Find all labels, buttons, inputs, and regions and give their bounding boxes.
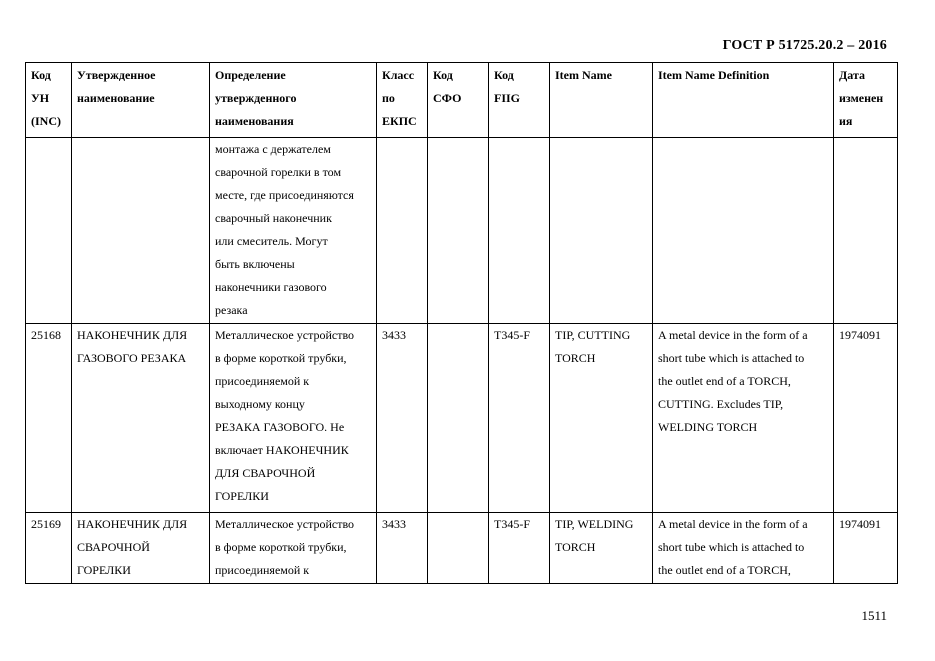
- cell-sfo-code: [428, 138, 489, 324]
- cell-inc: 25168: [26, 324, 72, 513]
- cell-fiig-code: T345-F: [489, 324, 550, 513]
- header-ekps-class: Класс по ЕКПС: [377, 63, 428, 138]
- cell-inc: 25169: [26, 513, 72, 584]
- table-header-row: [26, 63, 898, 138]
- cell-item-name: TIP, CUTTING TORCH: [550, 324, 653, 513]
- table-row: [26, 324, 898, 513]
- header-item-name-definition: Item Name Definition: [653, 63, 834, 138]
- header-inc: Код УН (INC): [26, 63, 72, 138]
- cell-definition: Металлическое устройство в форме короткой трубки, присоединяемой к: [210, 513, 377, 584]
- classification-table: [25, 62, 898, 584]
- cell-inc: [26, 138, 72, 324]
- cell-change-date: 1974091: [834, 324, 898, 513]
- cell-fiig-code: [489, 138, 550, 324]
- cell-ekps-class: [377, 138, 428, 324]
- cell-approved-name: [72, 138, 210, 324]
- cell-sfo-code: [428, 513, 489, 584]
- cell-ekps-class: 3433: [377, 513, 428, 584]
- cell-item-name: TIP, WELDING TORCH: [550, 513, 653, 584]
- cell-fiig-code: T345-F: [489, 513, 550, 584]
- cell-change-date: 1974091: [834, 513, 898, 584]
- cell-approved-name: НАКОНЕЧНИК ДЛЯ ГАЗОВОГО РЕЗАКА: [72, 324, 210, 513]
- header-definition: Определение утвержденного наименования: [210, 63, 377, 138]
- cell-sfo-code: [428, 324, 489, 513]
- cell-item-name-definition: [653, 138, 834, 324]
- cell-definition: Металлическое устройство в форме короткой трубки, присоединяемой к выходному концу РЕЗАКА ГАЗОВОГО. Не включает НАКОНЕЧНИК ДЛЯ СВАРОЧНОЙ ГОРЕЛКИ: [210, 324, 377, 513]
- table-row: [26, 513, 898, 584]
- cell-item-name-definition: A metal device in the form of a short tube which is attached to the outlet end of a TORCH, CUTTING. Excludes TIP, WELDING TORCH: [653, 324, 834, 513]
- header-item-name: Item Name: [550, 63, 653, 138]
- cell-item-name-definition: A metal device in the form of a short tube which is attached to the outlet end of a TORCH,: [653, 513, 834, 584]
- cell-item-name: [550, 138, 653, 324]
- cell-change-date: [834, 138, 898, 324]
- cell-approved-name: НАКОНЕЧНИК ДЛЯ СВАРОЧНОЙ ГОРЕЛКИ: [72, 513, 210, 584]
- cell-definition: монтажа с держателем сварочной горелки в том месте, где присоединяются сварочный наконечник или смеситель. Могут быть включены наконечники газового резака: [210, 138, 377, 324]
- header-change-date: Дата изменен ия: [834, 63, 898, 138]
- cell-ekps-class: 3433: [377, 324, 428, 513]
- document-id: ГОСТ Р 51725.20.2 – 2016: [722, 38, 887, 53]
- page-number: 1511: [861, 608, 887, 623]
- header-approved-name: Утвержденное наименование: [72, 63, 210, 138]
- header-sfo-code: Код СФО: [428, 63, 489, 138]
- header-fiig-code: Код FIIG: [489, 63, 550, 138]
- table-row: [26, 138, 898, 324]
